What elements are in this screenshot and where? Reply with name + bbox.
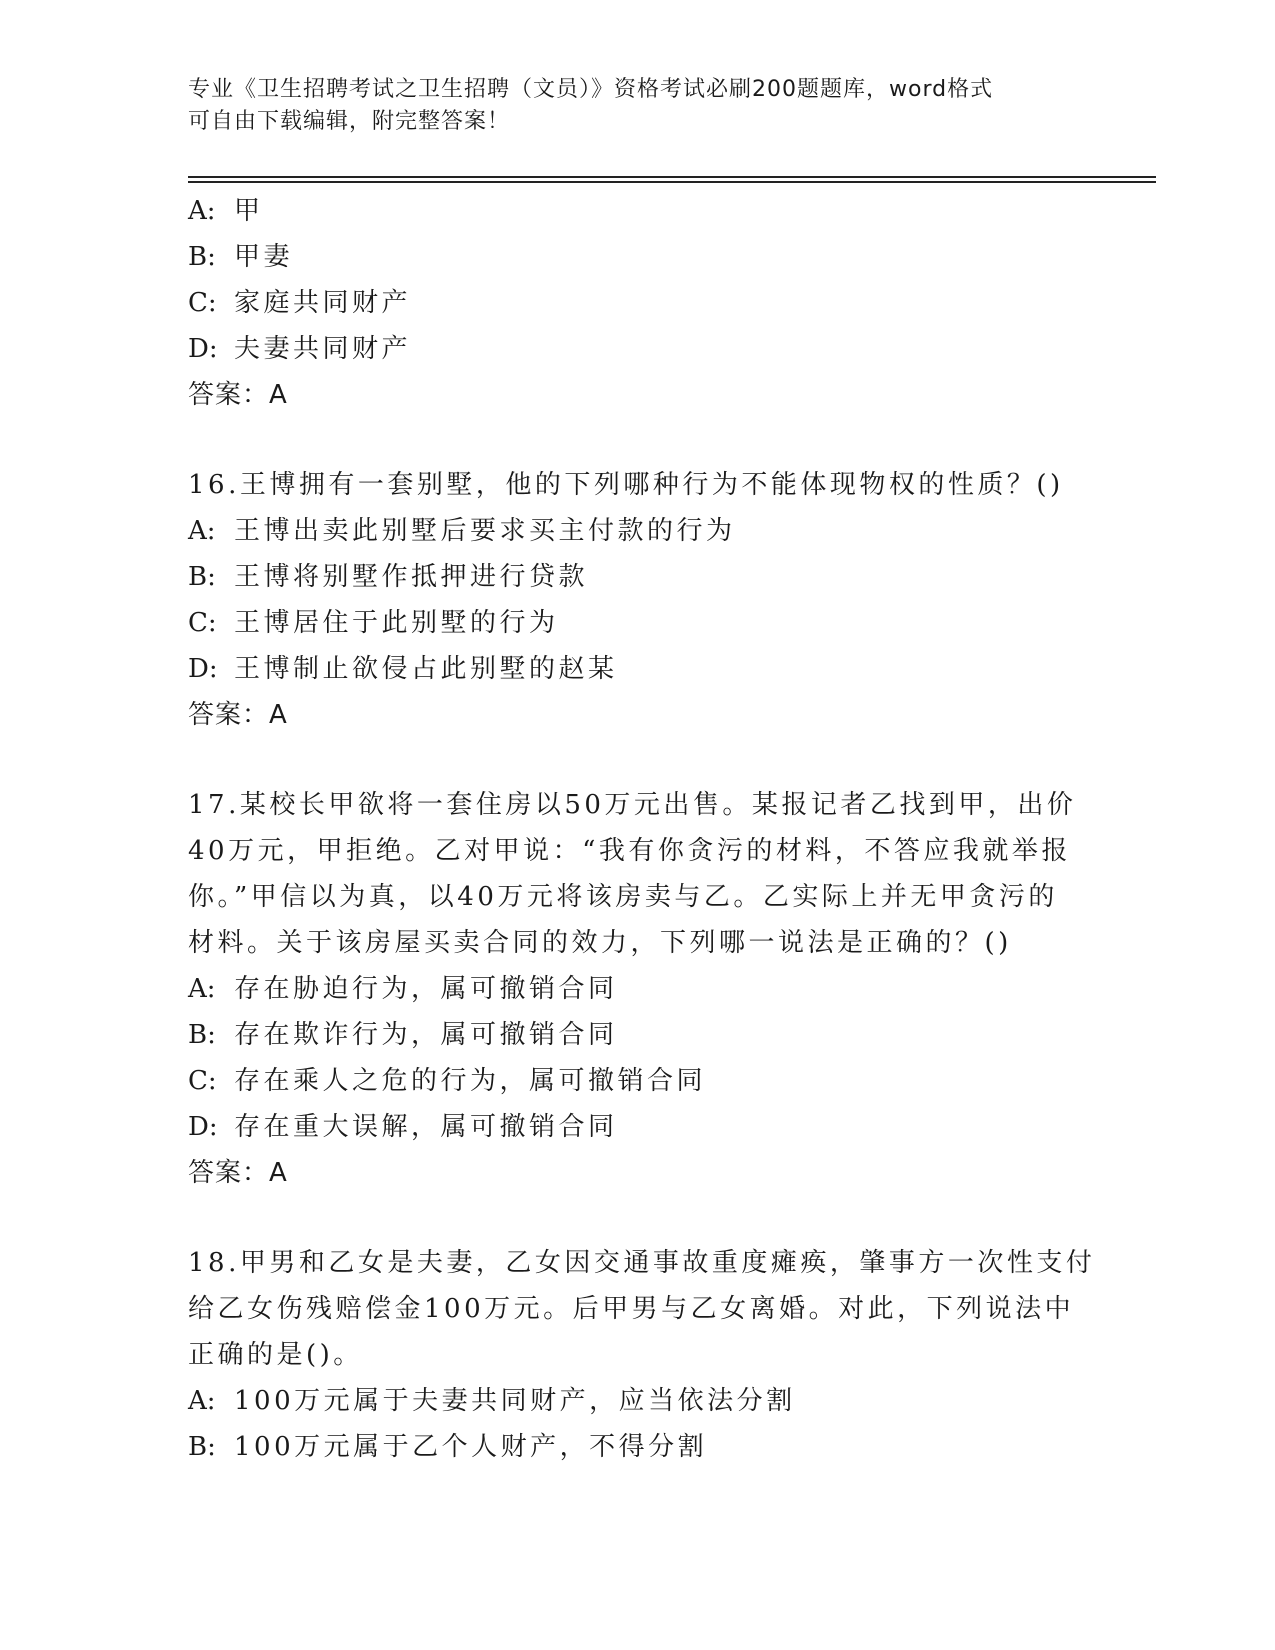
question-text: 16.王博拥有一套别墅，他的下列哪种行为不能体现物权的性质？() (188, 470, 1064, 500)
option-text: 100万元属于乙个人财产，不得分割 (234, 1432, 708, 1462)
option-a (188, 966, 1088, 1012)
document-header (188, 74, 1088, 138)
question-17 (188, 782, 1088, 1196)
question-18 (188, 1240, 1096, 1470)
option-letter: A: (188, 516, 216, 546)
question-16 (188, 462, 1088, 738)
option-text: 存在欺诈行为，属可撤销合同 (234, 1020, 618, 1050)
option-b (188, 234, 1088, 280)
question-text-line: 你。”甲信以为真，以40万元将该房卖与乙。乙实际上并无甲贪污的 (188, 882, 1058, 912)
option-letter: A: (188, 974, 216, 1004)
option-letter: B: (188, 562, 216, 592)
option-b (188, 1012, 1088, 1058)
option-b (188, 1424, 1088, 1470)
spacer (188, 738, 1088, 782)
option-letter: B: (188, 1020, 216, 1050)
option-c (188, 600, 1088, 646)
option-letter: C: (188, 608, 217, 638)
option-text: 王博居住于此别墅的行为 (234, 608, 559, 638)
answer-line: 答案：A (188, 700, 288, 730)
option-d (188, 646, 1088, 692)
option-text: 存在胁迫行为，属可撤销合同 (234, 974, 618, 1004)
option-d (188, 1104, 1088, 1150)
option-letter: A: (188, 1386, 216, 1416)
question-text-line: 17.某校长甲欲将一套住房以50万元出售。某报记者乙找到甲，出价 (188, 790, 1077, 820)
option-a (188, 188, 1088, 234)
option-letter: D: (188, 1112, 218, 1142)
answer-line: 答案：A (188, 380, 288, 410)
header-line-2: 可自由下载编辑，附完整答案！ (188, 109, 511, 134)
option-text: 王博将别墅作抵押进行贷款 (234, 562, 589, 592)
option-letter: B: (188, 242, 216, 272)
option-letter: C: (188, 288, 217, 318)
question-list (188, 188, 1096, 1470)
option-letter: D: (188, 334, 218, 364)
answer-line: 答案：A (188, 1158, 288, 1188)
spacer (188, 418, 1088, 462)
question-text-line: 正确的是()。 (188, 1340, 363, 1370)
option-d (188, 326, 1088, 372)
option-letter: B: (188, 1432, 216, 1462)
question-text-line: 40万元，甲拒绝。乙对甲说：“我有你贪污的材料，不答应我就举报 (188, 836, 1071, 866)
option-text: 甲妻 (234, 242, 294, 272)
header-divider-top (188, 176, 1156, 178)
option-text: 家庭共同财产 (234, 288, 412, 318)
option-a (188, 1378, 1088, 1424)
header-divider-bottom (188, 181, 1156, 183)
option-text: 甲 (234, 196, 264, 226)
option-text: 存在重大误解，属可撤销合同 (234, 1112, 618, 1142)
option-b (188, 554, 1088, 600)
question-text-line: 材料。关于该房屋买卖合同的效力，下列哪一说法是正确的？() (188, 928, 1012, 958)
option-letter: C: (188, 1066, 217, 1096)
option-letter: D: (188, 654, 218, 684)
option-letter: A: (188, 196, 216, 226)
question-15 (188, 188, 1088, 418)
question-text-line: 18.甲男和乙女是夫妻，乙女因交通事故重度瘫痪，肇事方一次性支付 (188, 1248, 1096, 1278)
option-text: 王博出卖此别墅后要求买主付款的行为 (234, 516, 736, 546)
option-c (188, 280, 1088, 326)
option-text: 王博制止欲侵占此别墅的赵某 (234, 654, 618, 684)
spacer (188, 1196, 1088, 1240)
header-line-1: 专业《卫生招聘考试之卫生招聘（文员）》资格考试必刷200题题库，word格式 (188, 77, 994, 102)
option-a (188, 508, 1088, 554)
option-text: 100万元属于夫妻共同财产，应当依法分割 (234, 1386, 796, 1416)
option-c (188, 1058, 1088, 1104)
question-text-line: 给乙女伤残赔偿金100万元。后甲男与乙女离婚。对此，下列说法中 (188, 1294, 1075, 1324)
option-text: 夫妻共同财产 (234, 334, 412, 364)
option-text: 存在乘人之危的行为，属可撤销合同 (234, 1066, 707, 1096)
